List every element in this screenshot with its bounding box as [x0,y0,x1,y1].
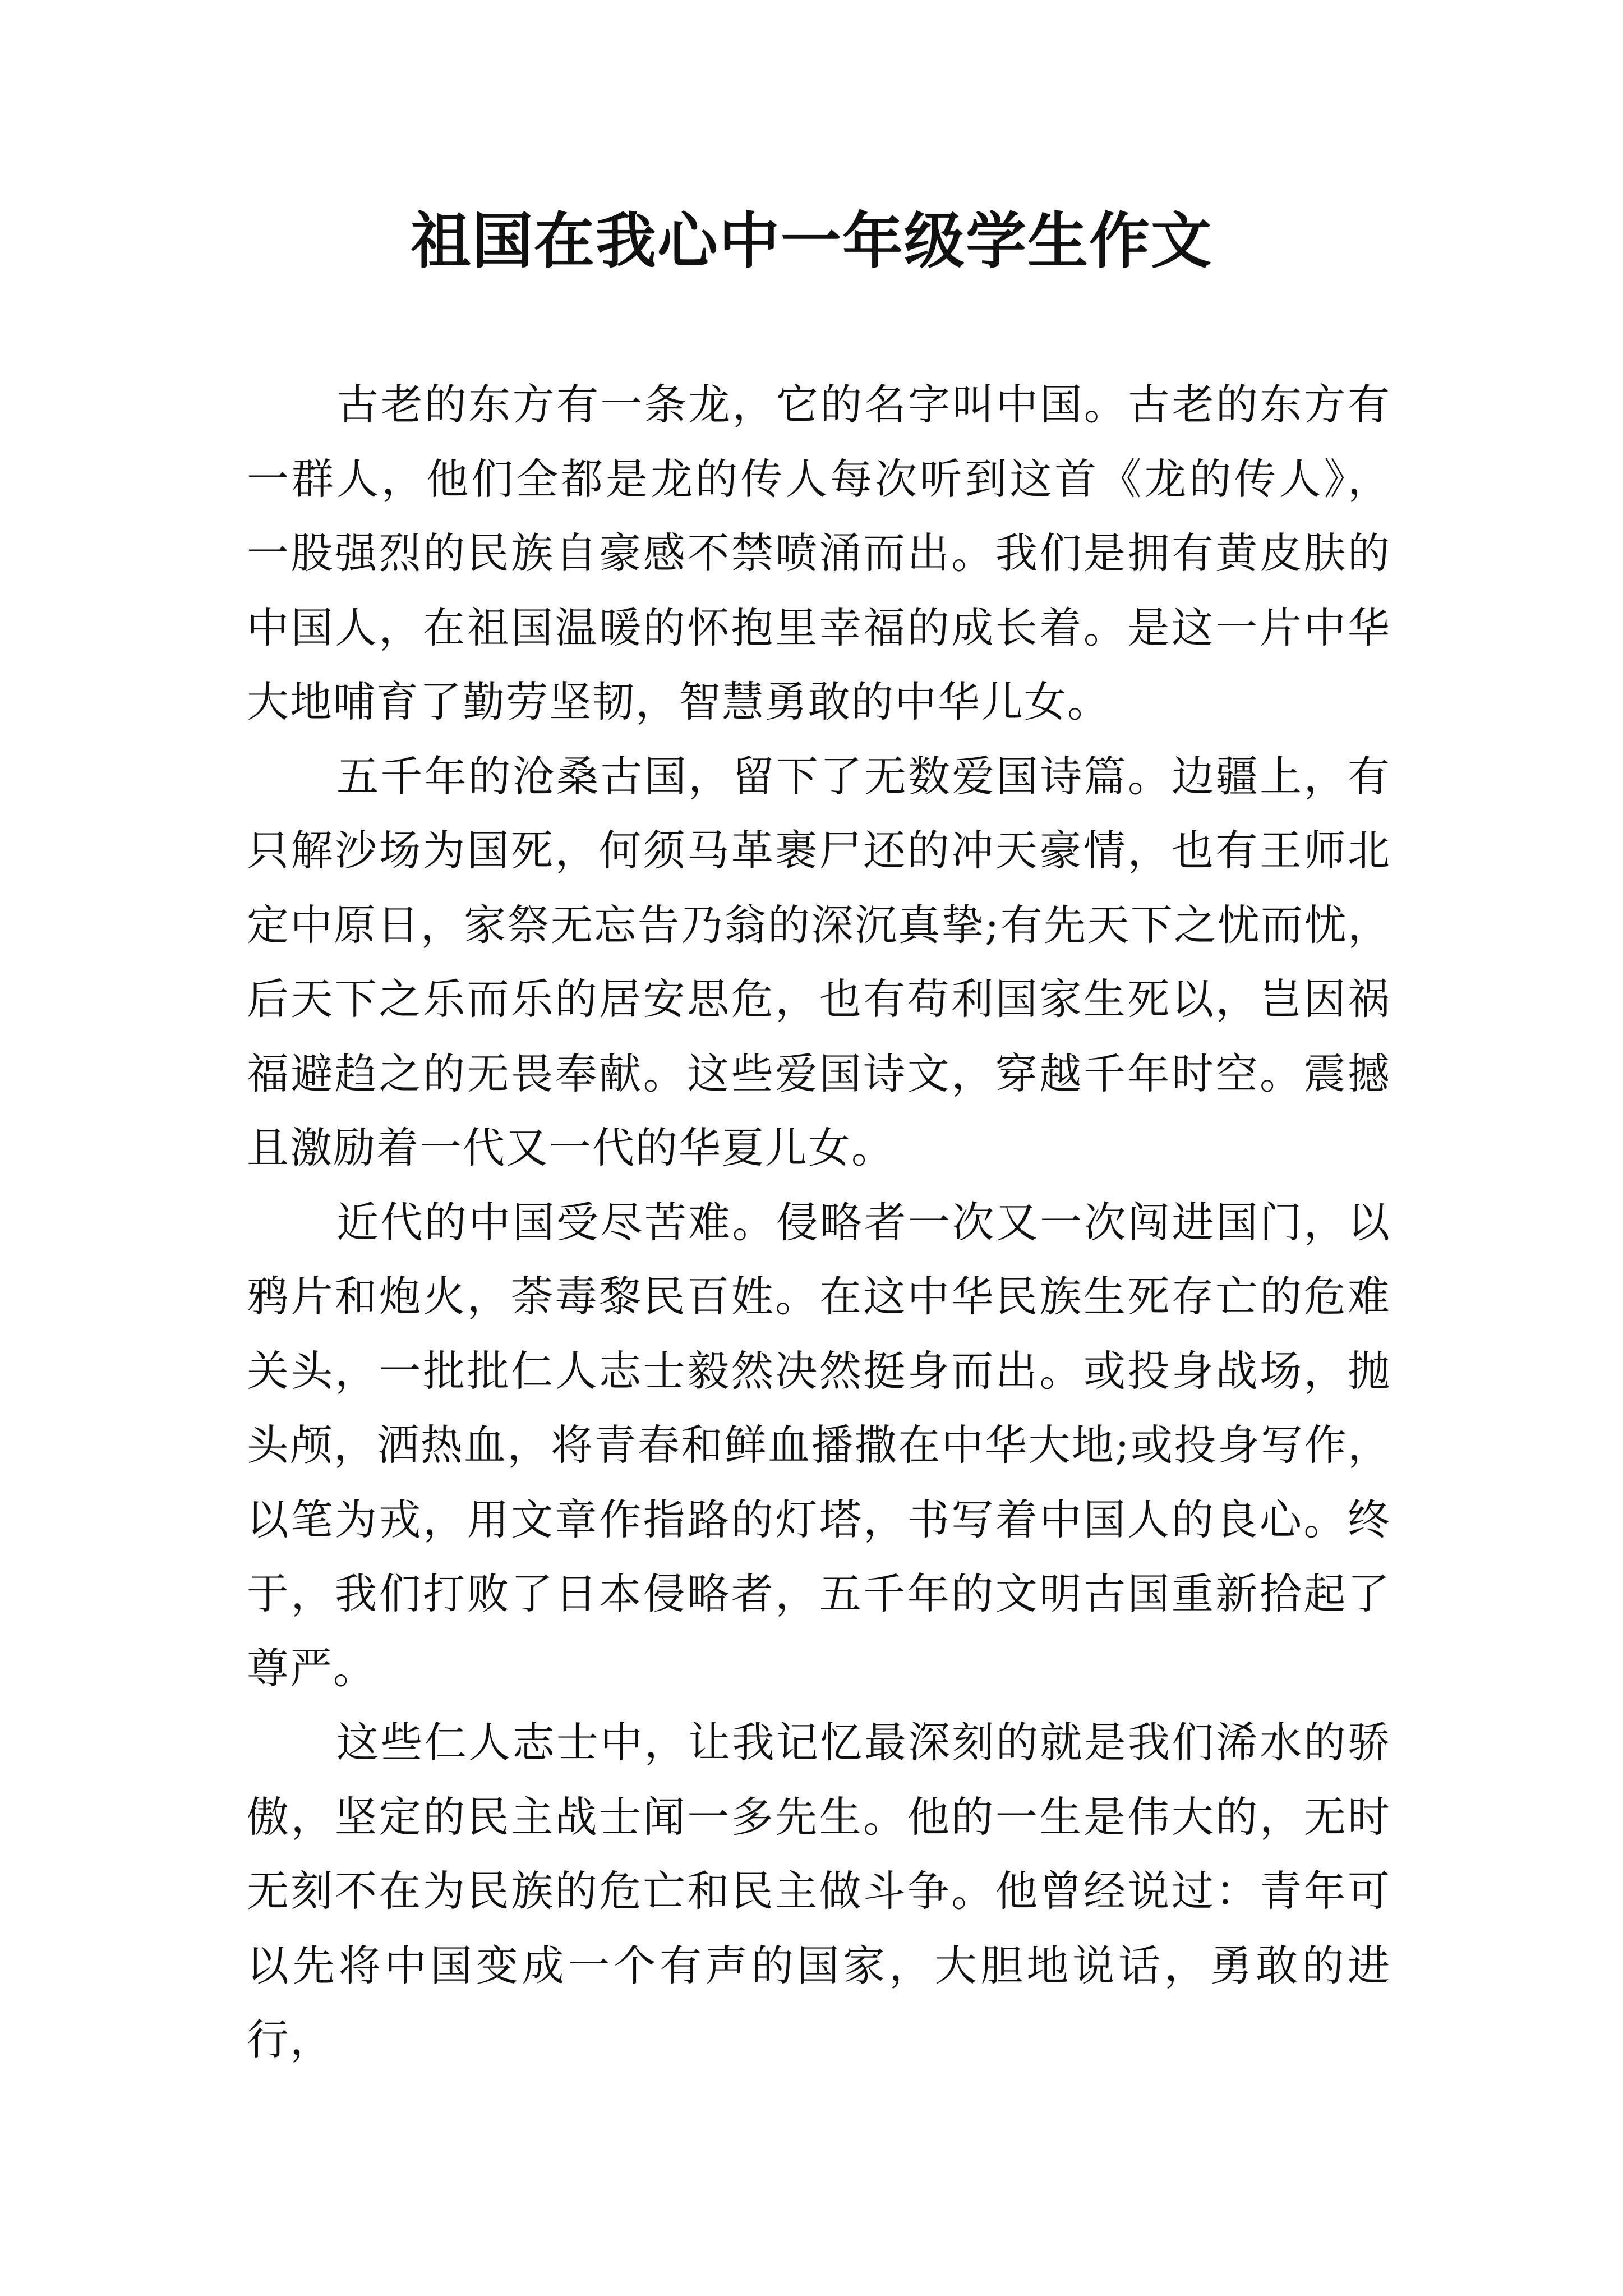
document-title: 祖国在我心中一年级学生作文 [410,206,1212,277]
paragraph-2: 五千年的沧桑古国，留下了无数爱国诗篇。边疆上，有只解沙场为国死，何须马革裹尸还的冲天豪情，也有王师北定中原日，家祭无忘告乃翁的深沉真挚;有先天下之忧而忧，后天下之乐而乐的居安思危，也有苟利国家生死以，岂因祸福避趋之的无畏奉献。这些爱国诗文，穿越千年时空。震撼且激励着一代又一代的华夏儿女。 [247,751,1391,1172]
paragraph-1: 古老的东方有一条龙，它的名字叫中国。古老的东方有一群人，他们全都是龙的传人每次听到这首《龙的传人》，一股强烈的民族自豪感不禁喷涌而出。我们是拥有黄皮肤的中国人，在祖国温暖的怀抱里幸福的成长着。是这一片中华大地哺育了勤劳坚韧，智慧勇敢的中华儿女。 [247,380,1391,726]
paragraph-4: 这些仁人志士中，让我记忆最深刻的就是我们浠水的骄傲，坚定的民主战士闻一多先生。他的一生是伟大的，无时无刻不在为民族的危亡和民主做斗争。他曾经说过：青年可以先将中国变成一个有声的国家，大胆地说话，勇敢的进行， [247,1718,1391,2064]
document-body [247,367,1391,2077]
paragraph-3: 近代的中国受尽苦难。侵略者一次又一次闯进国门，以鸦片和炮火，荼毒黎民百姓。在这中华民族生死存亡的危难关头，一批批仁人志士毅然决然挺身而出。或投身战场，抛头颅，洒热血，将青春和鲜血播撒在中华大地;或投身写作，以笔为戎，用文章作指路的灯塔，书写着中国人的良心。终于，我们打败了日本侵略者，五千年的文明古国重新拾起了尊严。 [247,1197,1391,1693]
